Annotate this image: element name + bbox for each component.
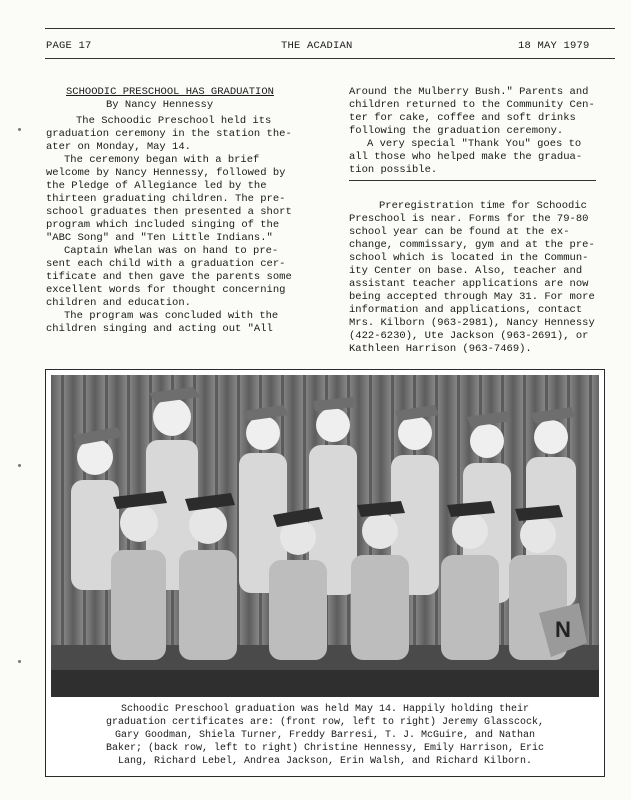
article-line: Around the Mulberry Bush." Parents and — [349, 86, 589, 98]
article-line: "ABC Song" and "Ten Little Indians." — [46, 232, 273, 244]
article-line: A very special "Thank You" goes to — [367, 138, 582, 150]
issue-date: 18 MAY 1979 — [518, 40, 590, 52]
preregistration-notice — [349, 200, 615, 356]
article-line: welcome by Nancy Hennessy, followed by — [46, 167, 286, 179]
article-title: SCHOODIC PRESCHOOL HAS GRADUATION — [66, 86, 274, 98]
article-line: children and education. — [46, 297, 191, 309]
article-line: thirteen graduating children. The pre- — [46, 193, 286, 205]
notice-line: assistant teacher applications are now — [349, 278, 589, 290]
photo-caption — [46, 703, 604, 768]
caption-line: Lang, Richard Lebel, Andrea Jackson, Erin Walsh, and Richard Kilborn. — [117, 756, 533, 767]
article-line: excellent words for thought concerning — [46, 284, 286, 296]
notice-line: being accepted through May 31. For more — [349, 291, 595, 303]
caption-line: Baker; (back row, left to right) Christine Hennessy, Emily Harrison, Eric — [105, 743, 545, 754]
article-line: all those who helped make the gradua- — [349, 151, 583, 163]
article-right-column — [349, 86, 615, 177]
caption-line: Schoodic Preschool graduation was held May 14. Happily holding their — [120, 704, 530, 715]
article-line: following the graduation ceremony. — [349, 125, 564, 137]
scan-mark — [18, 128, 21, 131]
article-line: school graduates then presented a short — [46, 206, 292, 218]
article-line: The Schoodic Preschool held its — [76, 115, 272, 127]
article-line: tificate and then gave the parents some — [46, 271, 292, 283]
svg-text:N: N — [555, 617, 571, 642]
article-line: tion possible. — [349, 164, 438, 176]
notice-line: Preregistration time for Schoodic — [379, 200, 587, 212]
article-line: The ceremony began with a brief — [64, 154, 260, 166]
publication-title: THE ACADIAN — [281, 40, 353, 52]
notice-line: change, commissary, gym and at the pre- — [349, 239, 595, 251]
column-divider-rule — [349, 180, 596, 181]
notice-line: Preschool is near. Forms for the 79-80 — [349, 213, 589, 225]
article-line: sent each child with a graduation cer- — [46, 258, 286, 270]
notice-line: school year can be found at the ex- — [349, 226, 570, 238]
scan-mark — [18, 660, 21, 663]
article-line: graduation ceremony in the station the- — [46, 128, 292, 140]
page-number: PAGE 17 — [46, 40, 92, 52]
article-line: children returned to the Community Cen- — [349, 99, 595, 111]
article-line: The program was concluded with the — [64, 310, 279, 322]
graduation-photo — [51, 375, 599, 697]
scan-mark — [18, 464, 21, 467]
notice-line: Mrs. Kilborn (963-2981), Nancy Hennessy — [349, 317, 595, 329]
notice-line: ity Center on base. Also, teacher and — [349, 265, 583, 277]
notice-line: school which is located in the Commun- — [349, 252, 589, 264]
article-byline: By Nancy Hennessy — [106, 99, 214, 111]
caption-line: graduation certificates are: (front row, left to right) Jeremy Glasscock, — [105, 717, 545, 728]
notice-line: Kathleen Harrison (963-7469). — [349, 343, 532, 355]
article-line: ater on Monday, May 14. — [46, 141, 191, 153]
article-line: children singing and acting out "All — [46, 323, 273, 335]
graduation-photo-frame — [45, 369, 605, 777]
article-left-column — [46, 86, 300, 336]
article-line: the Pledge of Allegiance led by the — [46, 180, 267, 192]
article-line: program which included singing of the — [46, 219, 280, 231]
caption-line: Gary Goodman, Shiela Turner, Freddy Barresi, T. J. McGuire, and Nathan — [114, 730, 536, 741]
notice-line: (422-6230), Ute Jackson (963-2691), or — [349, 330, 589, 342]
notice-line: information and applications, contact — [349, 304, 583, 316]
article-line: ter for cake, coffee and soft drinks — [349, 112, 576, 124]
header-rule — [45, 58, 615, 59]
top-rule — [45, 28, 615, 29]
article-line: Captain Whelan was on hand to pre- — [64, 245, 279, 257]
